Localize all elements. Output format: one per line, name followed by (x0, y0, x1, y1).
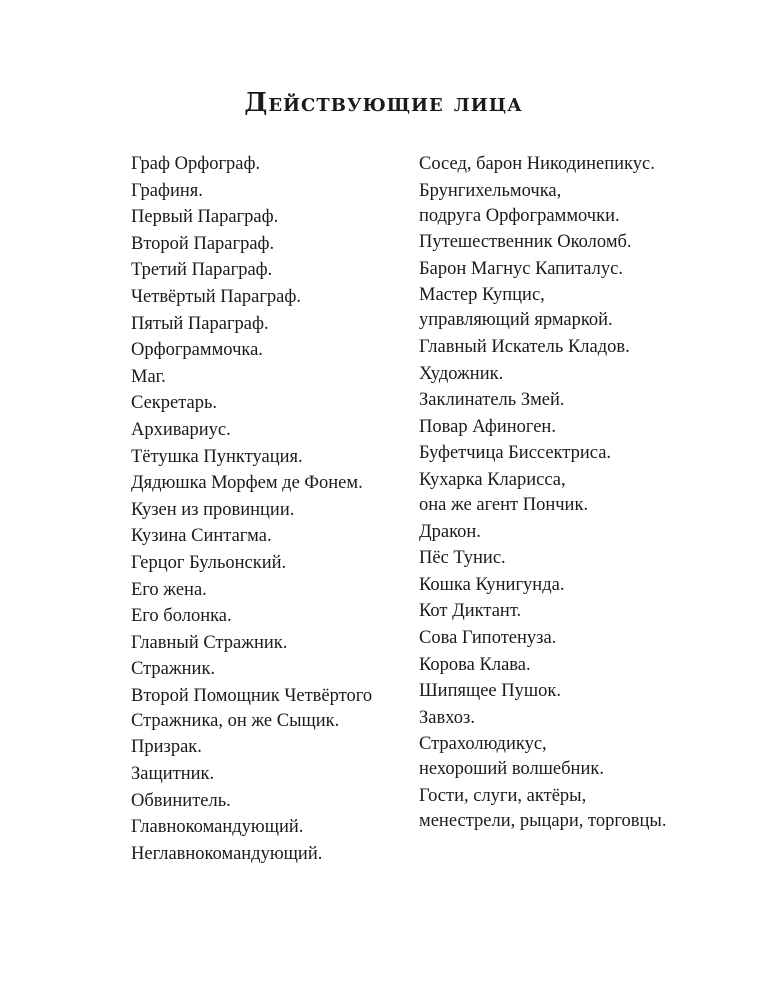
character-entry (419, 573, 749, 598)
character-entry (419, 706, 749, 731)
character-entry (131, 471, 401, 496)
character-entry-line: Завхоз. (419, 707, 475, 728)
character-entry-line: Дядюшка Морфем де Фонем. (131, 473, 363, 494)
character-entry (419, 626, 749, 651)
character-entry (419, 732, 749, 782)
character-entry (131, 312, 401, 337)
character-entry (131, 789, 401, 814)
character-entry (419, 520, 749, 545)
character-entry-line: Путешественник Околомб. (419, 232, 632, 253)
character-entry (419, 388, 749, 413)
character-entry (419, 179, 749, 229)
character-entry-line: Сосед, барон Никодинепикус. (419, 154, 655, 174)
character-entry-line: Художник. (419, 363, 504, 384)
character-entry (419, 468, 749, 518)
character-entry (419, 679, 749, 704)
character-entry-line: Третий Параграф. (131, 260, 273, 281)
character-entry-line: Барон Магнус Капиталус. (419, 258, 623, 279)
character-entry (131, 815, 401, 840)
character-entry-line: управляющий ярмаркой. (419, 310, 613, 331)
character-entry-line: Призрак. (131, 737, 202, 758)
page-title: Действующие лица (244, 88, 523, 118)
character-entry (419, 283, 749, 333)
character-entry-line: Сова Гипотенуза. (419, 627, 557, 648)
character-entry (131, 578, 401, 603)
character-entry (131, 551, 401, 576)
character-entry (419, 784, 749, 834)
character-entry-line: Кухарка Кларисса, (419, 469, 566, 490)
character-entry (131, 762, 401, 787)
character-entry (131, 232, 401, 257)
character-entry-line: Архивариус. (131, 419, 231, 440)
character-entry (419, 599, 749, 624)
character-entry-line: Пятый Параграф. (131, 313, 269, 334)
character-entry-line: Его болонка. (131, 606, 232, 627)
character-entry (419, 152, 749, 177)
character-entry (419, 415, 749, 440)
character-entry (131, 445, 401, 470)
character-entry (131, 179, 401, 204)
character-entry-line: Кошка Кунигунда. (419, 574, 565, 595)
character-entry (131, 842, 401, 867)
character-entry-line: Граф Орфограф. (131, 154, 261, 174)
character-entry-line: Первый Параграф. (131, 207, 279, 228)
character-entry-line: Стражник. (131, 659, 216, 680)
character-entry-line: Кузина Синтагма. (131, 526, 272, 547)
character-entry-line: нехороший волшебник. (419, 759, 604, 780)
character-entry (131, 365, 401, 390)
character-entry-line: Повар Афиноген. (419, 416, 556, 437)
character-entry-line: Шипящее Пушок. (419, 681, 561, 702)
character-entry-line: Дракон. (419, 521, 481, 542)
character-list-left (131, 152, 401, 868)
character-entry (419, 546, 749, 571)
character-entry-line: Буфетчица Биссектриса. (419, 443, 612, 464)
character-entry-line: Его жена. (131, 579, 207, 600)
character-entry (131, 258, 401, 283)
character-entry-line: Обвинитель. (131, 790, 231, 811)
character-entry-line: менестрели, рыцари, торговцы. (419, 810, 667, 831)
character-entry-line: Главный Искатель Кладов. (419, 336, 630, 357)
character-entry (419, 230, 749, 255)
character-entry-line: Заклинатель Змей. (419, 390, 565, 411)
character-entry (131, 657, 401, 682)
character-entry (131, 152, 401, 177)
character-entry (131, 338, 401, 363)
character-entry (131, 205, 401, 230)
character-entry-line: подруга Орфограммочки. (419, 205, 620, 226)
character-entry-line: Пёс Тунис. (419, 548, 506, 569)
character-entry-line: Защитник. (131, 764, 215, 785)
character-entry-line: Орфограммочка. (131, 340, 263, 361)
character-entry (419, 653, 749, 678)
character-entry (419, 362, 749, 387)
character-entry-line: Страхолюдикус, (419, 734, 547, 755)
character-entry-line: Маг. (131, 366, 166, 387)
character-entry (131, 604, 401, 629)
character-entry-line: Неглавнокомандующий. (131, 843, 323, 864)
character-entry-line: Главный Стражник. (131, 632, 288, 653)
character-entry-line: Главнокомандующий. (131, 817, 304, 838)
character-entry-line: она же агент Пончик. (419, 494, 589, 515)
character-entry (131, 391, 401, 416)
character-entry-line: Стражника, он же Сыщик. (131, 710, 340, 731)
character-entry-line: Гости, слуги, актёры, (419, 785, 587, 806)
character-entry-line: Кузен из провинции. (131, 499, 295, 520)
character-entry (131, 735, 401, 760)
character-entry-line: Мастер Купцис, (419, 285, 545, 306)
character-entry-line: Второй Помощник Четвёртого (131, 685, 373, 706)
character-entry-line: Герцог Бульонский. (131, 552, 287, 573)
character-entry-line: Тётушка Пунктуация. (131, 446, 303, 467)
character-entry-line: Второй Параграф. (131, 233, 275, 254)
character-entry-line: Кот Диктант. (419, 601, 522, 622)
character-entry-line: Графиня. (131, 180, 203, 201)
character-entry-line: Секретарь. (131, 393, 218, 414)
character-entry (131, 498, 401, 523)
character-list-right (419, 152, 749, 835)
character-entry (131, 285, 401, 310)
character-entry (131, 684, 401, 734)
character-entry (131, 524, 401, 549)
character-entry-line: Брунгихельмочка, (419, 180, 562, 201)
character-entry (131, 418, 401, 443)
character-entry-line: Корова Клава. (419, 654, 531, 675)
character-entry (419, 257, 749, 282)
character-entry-line: Четвёртый Параграф. (131, 286, 302, 307)
character-entry (419, 441, 749, 466)
character-entry (131, 631, 401, 656)
character-entry (419, 335, 749, 360)
